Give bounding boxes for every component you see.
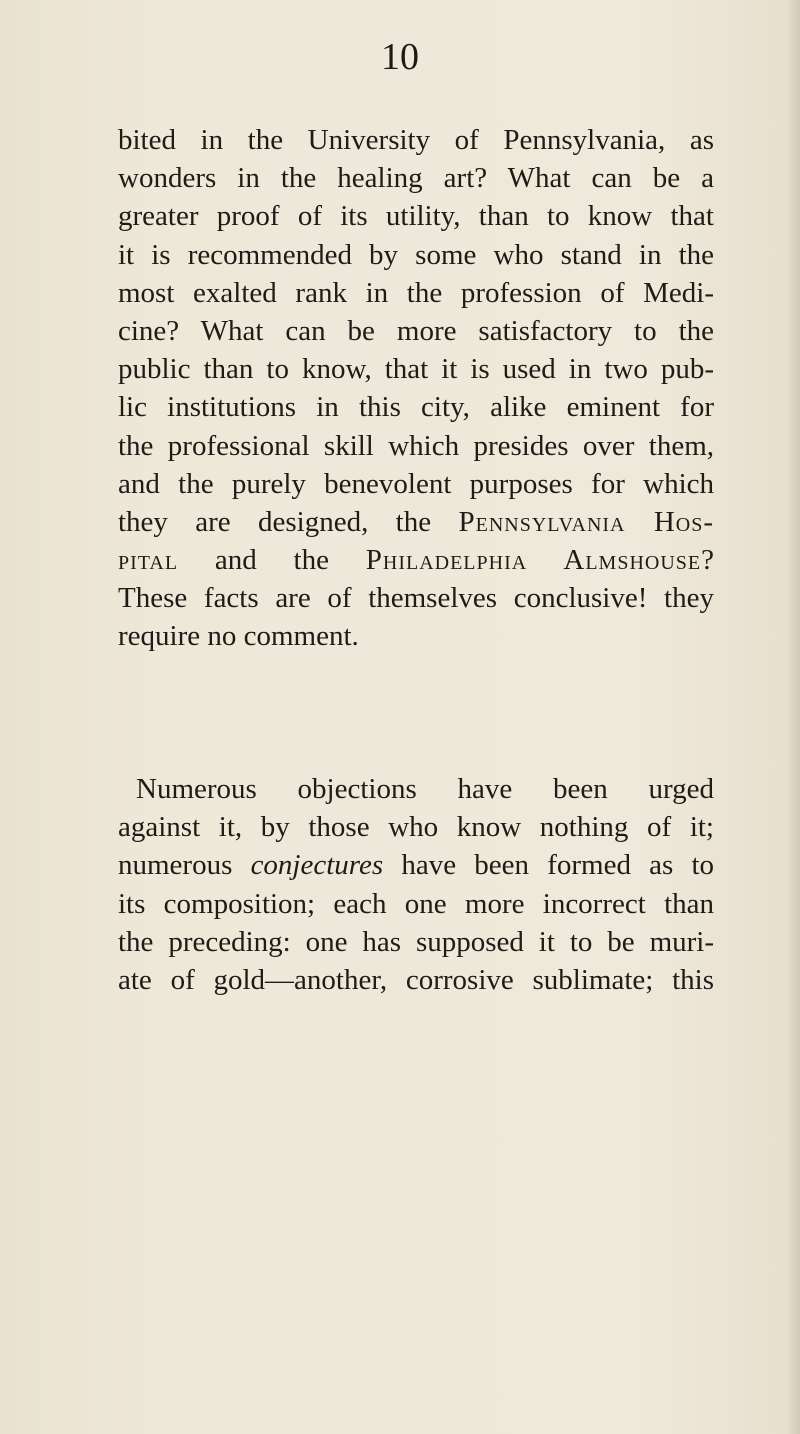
text-line: wonders in the healing art? What can be a [118, 162, 714, 195]
text-line: and the purely benevolent purposes for which [118, 467, 714, 500]
text-segment: they are designed, the [118, 505, 432, 538]
text-line: require no comment. [118, 620, 359, 653]
institution-name: Pennsylvania Hos- [458, 505, 715, 538]
text-segment: and the [214, 544, 329, 577]
text-line [118, 541, 714, 579]
institution-name: pital [118, 544, 179, 577]
text-line: the preceding: one has supposed it to be muri- [118, 925, 714, 958]
text-segment: ? [701, 544, 714, 577]
text-line: it is recommended by some who stand in the [118, 238, 714, 271]
text-line: ate of gold—another, corrosive sublimate; this [118, 963, 714, 996]
institution-name: Philadelphia Almshouse [365, 544, 702, 577]
text-line: public than to know, that it is used in two pub- [118, 353, 714, 386]
paragraph-1 [118, 121, 714, 656]
text-line: bited in the University of Pennsylvania, as [118, 124, 714, 156]
text-line: most exalted rank in the profession of Medi- [118, 276, 714, 309]
page-number: 10 [381, 36, 419, 78]
text-segment: numerous [118, 849, 233, 882]
italic-word: conjectures [250, 849, 384, 882]
text-line [118, 846, 714, 884]
text-segment: have been formed as to [401, 849, 715, 882]
text-line: against it, by those who know nothing of it; [118, 811, 714, 844]
text-line: lic institutions in this city, alike eminent for [118, 391, 714, 424]
page-edge-shadow [786, 0, 800, 1434]
text-line: cine? What can be more satisfactory to the [118, 314, 714, 347]
text-line [118, 503, 714, 541]
text-line: These facts are of themselves conclusive! they [118, 582, 714, 615]
text-line: the professional skill which presides over them, [118, 429, 714, 462]
text-line: its composition; each one more incorrect than [118, 887, 714, 920]
paragraph-2 [118, 770, 714, 999]
text-line: greater proof of its utility, than to know that [118, 200, 714, 233]
text-line: Numerous objections have been urged [136, 773, 714, 805]
